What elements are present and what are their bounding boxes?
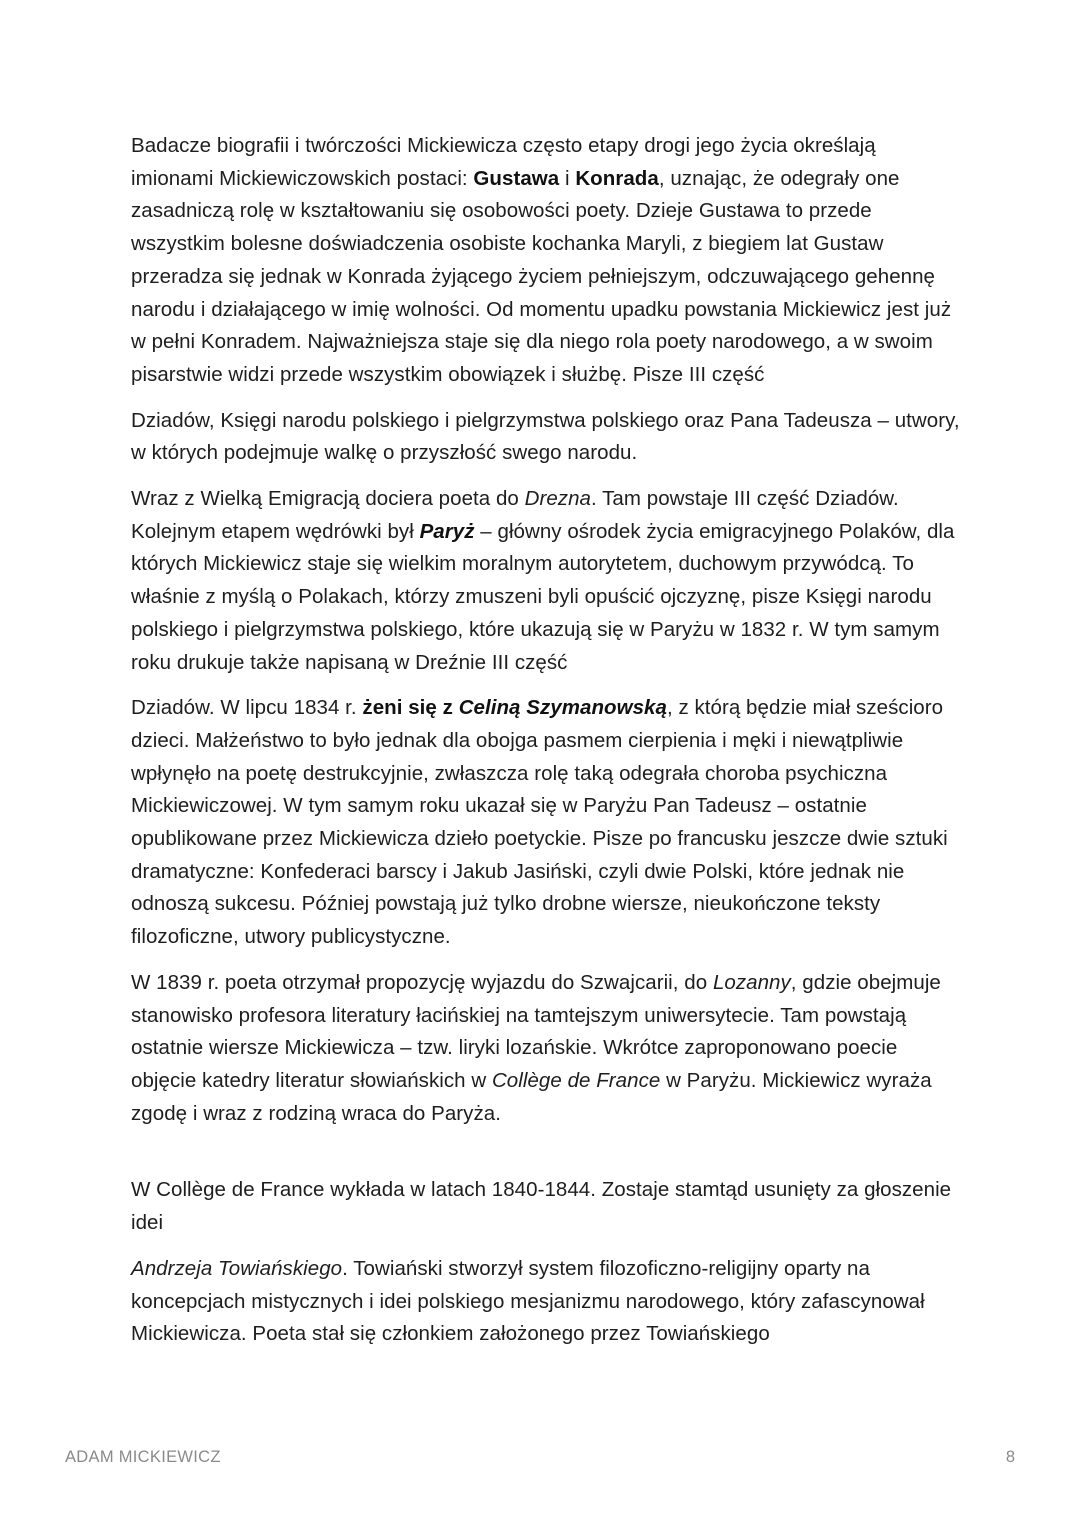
paragraph-college-de-france <box>131 1174 961 1239</box>
text-segment: – główny ośrodek życia emigracyjnego Polaków, dla których Mickiewicz staje się wielkim moralnym autorytetem, duchowym przywódcą. To właśnie z myślą o Polakach, którzy zmuszeni byli opuścić ojczyznę, pisze Księgi narodu polskiego i pielgrzymstwa polskiego, które ukazują się w Paryżu w 1832 r. W tym samym roku drukuje także napisaną w Dreźnie III część <box>131 519 955 674</box>
text-segment: Wraz z Wielką Emigracją dociera poeta do <box>131 487 525 511</box>
paragraph-drezno-paryz <box>131 483 961 679</box>
paragraph-lozanna <box>131 967 961 1131</box>
text-segment: , uznając, że odegrały one zasadniczą rolę w kształtowaniu się osobowości poety. Dzieje Gustawa to przede wszystkim bolesne doświadczenia osobiste kochanka Maryli, z biegiem lat Gustaw przeradza się jednak w Konrada żyjącego życiem pełniejszym, odczuwającego gehennę narodu i działającego w imię wolności. Od momentu upadku powstania Mickiewicz jest już w pełni Konradem. Najważniejsza staje się dla niego rola poety narodowego, a w swoim pisarstwie widzi przede wszystkim obowiązek i służbę. Pisze III część <box>131 166 952 386</box>
text-segment: . Towiański stworzył system filozoficzno-religijny oparty na koncepcjach mistycznych i idei polskiego mesjanizmu narodowego, który zafascynował Mickiewicza. Poeta stał się członkiem założonego przez Towiańskiego <box>131 1256 925 1346</box>
paragraph-dziady-works <box>131 405 961 470</box>
text-segment: W Collège de France wykłada w latach 1840-1844. Zostaje stamtąd usunięty za głoszenie idei <box>131 1178 952 1235</box>
footer-title: ADAM MICKIEWICZ <box>65 1448 221 1466</box>
text-segment: Collège de France <box>491 1068 661 1092</box>
text-segment: . Tam powstaje III część Dziadów. Kolejnym etapem wędrówki był <box>131 487 899 543</box>
text-segment: żeni się z <box>362 696 459 720</box>
page-body <box>131 130 961 1351</box>
text-segment: Dziadów. W lipcu 1834 r. <box>131 696 363 720</box>
text-segment: i <box>559 166 576 190</box>
paragraph-towianski <box>131 1253 961 1351</box>
text-segment: Celiną Szymanowską <box>458 696 667 720</box>
text-segment: W 1839 r. poeta otrzymał propozycję wyjazdu do Szwajcarii, do <box>131 970 713 994</box>
text-segment: Gustawa <box>473 166 560 190</box>
text-segment: , gdzie obejmuje stanowisko profesora literatury łacińskiej na tamtejszym uniwersytecie. Tam powstają ostatnie wiersze Mickiewicza – tzw. liryki lozańskie. Wkrótce zaproponowano poecie objęcie katedry literatur słowiańskich w <box>131 970 941 1092</box>
text-segment: w Paryżu. Mickiewicz wyraża zgodę i wraz z rodziną wraca do Paryża. <box>131 1068 932 1125</box>
page-footer <box>65 1448 1015 1472</box>
page-number: 8 <box>1005 1448 1015 1466</box>
paragraph-marriage <box>131 692 961 954</box>
text-segment: Lozanny <box>712 970 791 994</box>
paragraph-gustaw-konrad <box>131 130 961 392</box>
text-segment: Drezna <box>524 487 592 511</box>
text-segment: Konrada <box>575 166 659 190</box>
text-segment: Andrzeja Towiańskiego <box>131 1256 343 1280</box>
text-segment: Paryż <box>419 519 475 543</box>
text-segment: Dziadów, Księgi narodu polskiego i pielgrzymstwa polskiego oraz Pana Tadeusza – utwory, w których podejmuje walkę o przyszłość swego narodu. <box>131 408 960 465</box>
text-segment: , z którą będzie miał sześcioro dzieci. Małżeństwo to było jednak dla obojga pasmem cierpienia i męki i niewątpliwie wpłynęło na poetę destrukcyjnie, zwłaszcza rolę taką odegrała choroba psychiczna Mickiewiczowej. W tym samym roku ukazał się w Paryżu Pan Tadeusz – ostatnie opublikowane przez Mickiewicza dzieło poetyckie. Pisze po francusku jeszcze dwie sztuki dramatyczne: Konfederaci barscy i Jakub Jasiński, czyli dwie Polski, które jednak nie odnoszą sukcesu. Później powstają już tylko drobne wiersze, nieukończone teksty filozoficzne, utwory publicystyczne. <box>131 696 948 949</box>
text-segment: Badacze biografii i twórczości Mickiewicza często etapy drogi jego życia określają imionami Mickiewiczowskich postaci: <box>131 134 876 190</box>
